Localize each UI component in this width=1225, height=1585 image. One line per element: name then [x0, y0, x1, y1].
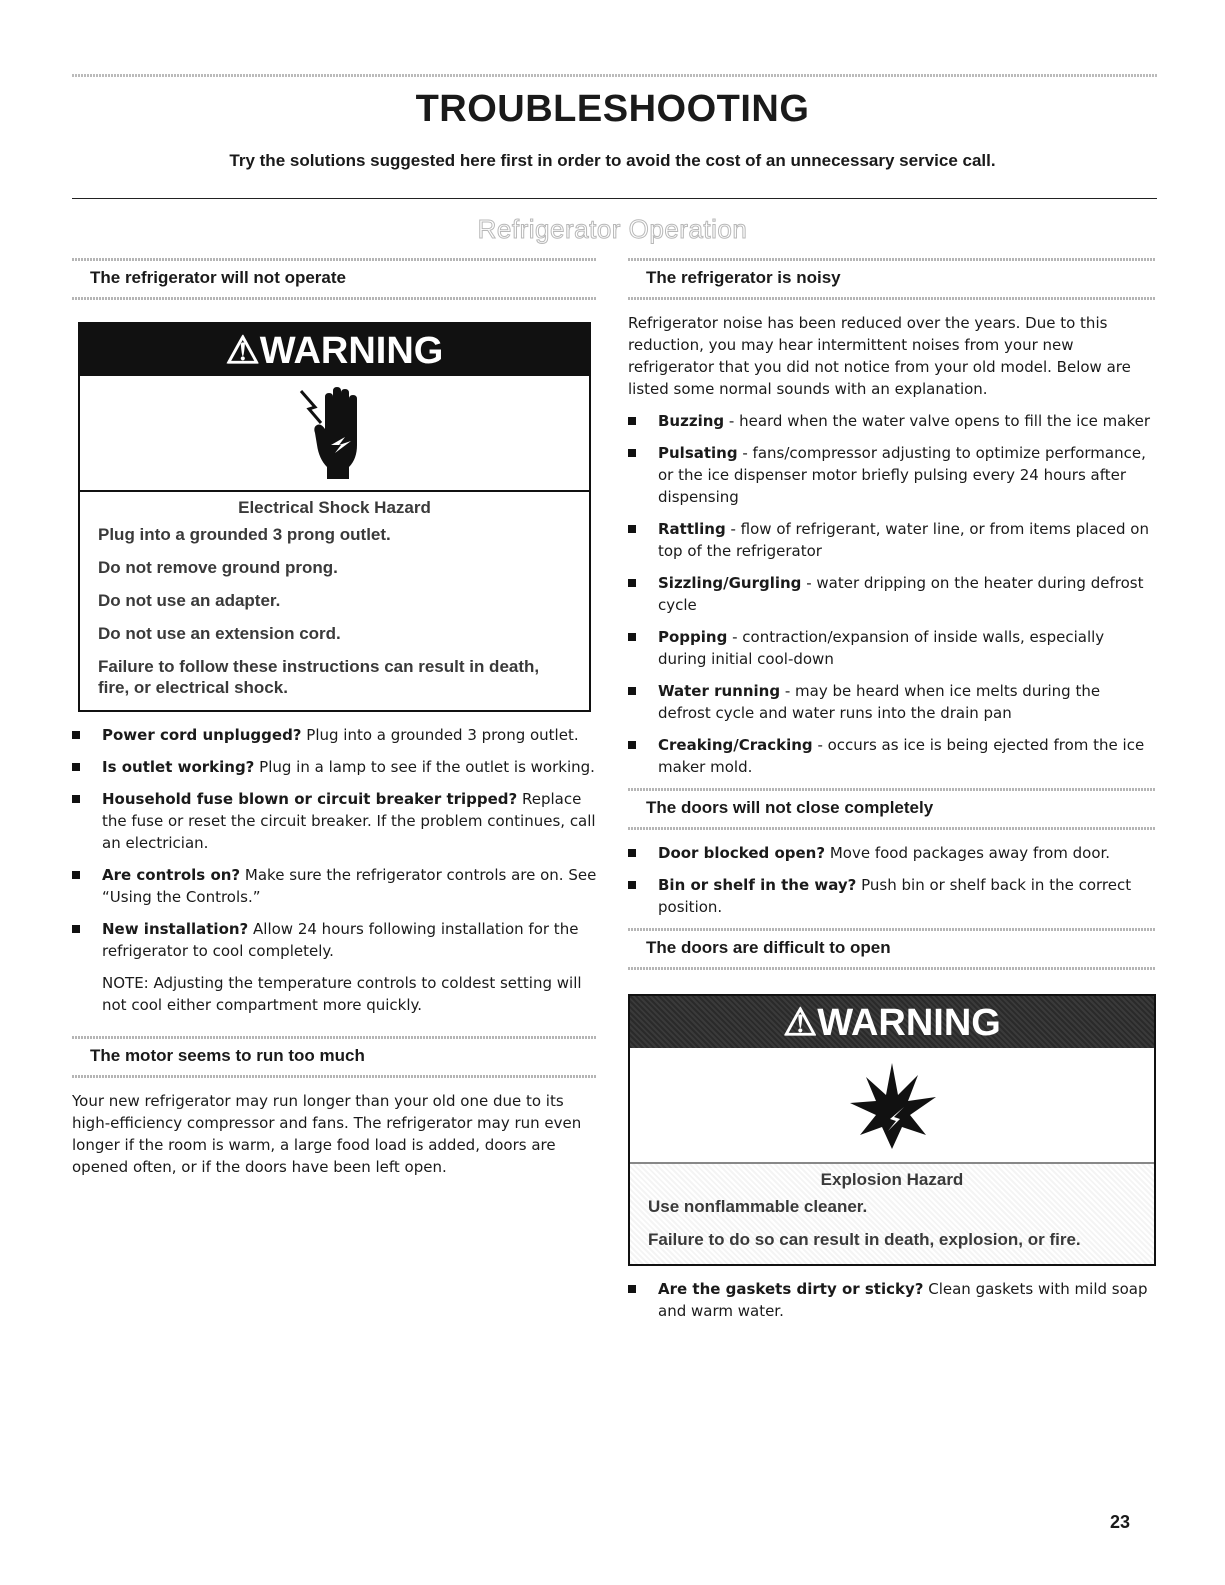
page-subtitle: Try the solutions suggested here first in order to avoid the cost of an unnecessary service call. — [229, 151, 996, 170]
right-column — [628, 258, 1156, 1332]
not-operate-list — [72, 724, 597, 962]
subheading-not-operate: The refrigerator will not operate — [72, 258, 597, 300]
warning-line: Do not remove ground prong. — [98, 558, 338, 577]
list-item: Bin or shelf in the way? Push bin or shelf back in the correct position. — [628, 874, 1156, 918]
list-item: Rattling - flow of refrigerant, water line, or from items placed on top of the refrigerator — [628, 518, 1156, 562]
list-item: New installation? Allow 24 hours following installation for the refrigerator to cool completely. — [72, 918, 597, 962]
warning-banner: ⚠WARNING — [630, 996, 1154, 1048]
noise-list — [628, 410, 1156, 778]
list-item: Power cord unplugged? Plug into a grounded 3 prong outlet. — [72, 724, 597, 746]
list-item: Door blocked open? Move food packages away from door. — [628, 842, 1156, 864]
doors-open-list — [628, 1278, 1156, 1322]
warning-banner: ⚠WARNING — [80, 324, 589, 376]
electrical-shock-hand-icon — [295, 383, 375, 483]
warning-line: Use nonflammable cleaner. — [648, 1197, 868, 1216]
noisy-intro: Refrigerator noise has been reduced over the years. Due to this reduction, you may hear intermittent noises from your new refrigerator that you did not notice from your old model. Below are listed some normal sounds with an explanation. — [628, 314, 1131, 398]
explosion-icon — [842, 1057, 942, 1153]
note: NOTE: Adjusting the temperature controls to coldest setting will not cool either compartment more quickly. — [102, 974, 582, 1014]
page-title: TROUBLESHOOTING — [415, 88, 810, 130]
section-heading: Refrigerator Operation — [477, 214, 748, 244]
list-item: Popping - contraction/expansion of inside walls, especially during initial cool-down — [628, 626, 1156, 670]
list-item: Are controls on? Make sure the refrigerator controls are on. See “Using the Controls.” — [72, 864, 597, 908]
subheading-doors-close: The doors will not close completely — [628, 788, 1156, 830]
subheading-doors-open: The doors are difficult to open — [628, 928, 1156, 970]
list-item: Sizzling/Gurgling - water dripping on the heater during defrost cycle — [628, 572, 1156, 616]
list-item: Creaking/Cracking - occurs as ice is being ejected from the ice maker mold. — [628, 734, 1156, 778]
hazard-title: Explosion Hazard — [820, 1170, 964, 1189]
list-item: Is outlet working? Plug in a lamp to see if the outlet is working. — [72, 756, 597, 778]
list-item: Pulsating - fans/compressor adjusting to optimize performance, or the ice dispenser motor briefly pulsing every 24 hours after dispensing — [628, 442, 1156, 508]
list-item: Are the gaskets dirty or sticky? Clean gaskets with mild soap and warm water. — [628, 1278, 1156, 1322]
warning-line: Failure to do so can result in death, explosion, or fire. — [648, 1230, 1081, 1249]
warning-line: Plug into a grounded 3 prong outlet. — [98, 525, 391, 544]
subheading-motor: The motor seems to run too much — [72, 1036, 597, 1078]
top-dotted-rule — [72, 74, 1157, 77]
hazard-title: Electrical Shock Hazard — [238, 498, 431, 517]
doors-close-list — [628, 842, 1156, 918]
list-item: Buzzing - heard when the water valve opens to fill the ice maker — [628, 410, 1156, 432]
subheading-noisy: The refrigerator is noisy — [628, 258, 1156, 300]
left-column — [72, 258, 597, 1188]
list-item: Water running - may be heard when ice melts during the defrost cycle and water runs into the drain pan — [628, 680, 1156, 724]
motor-paragraph: Your new refrigerator may run longer than your old one due to its high-efficiency compressor and fans. The refrigerator may run even longer if the room is warm, a large food load is added, doors are opened often, or if the doors have been left open. — [72, 1092, 582, 1176]
header-rule — [72, 198, 1157, 199]
warning-line: Do not use an adapter. — [98, 591, 281, 610]
warning-box-explosion — [628, 994, 1156, 1266]
page-number: 23 — [1110, 1512, 1131, 1532]
warning-line: Failure to follow these instructions can result in death, fire, or electrical shock. — [98, 657, 540, 697]
warning-line: Do not use an extension cord. — [98, 624, 341, 643]
list-item: Household fuse blown or circuit breaker tripped? Replace the fuse or reset the circuit breaker. If the problem continues, call an electrician. — [72, 788, 597, 854]
warning-box-electrical — [78, 322, 591, 712]
